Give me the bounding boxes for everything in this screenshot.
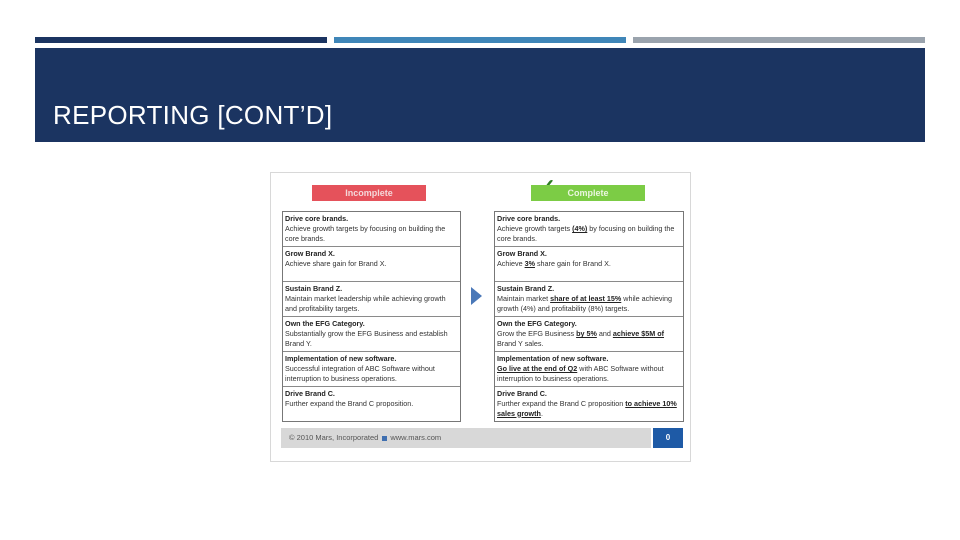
copyright-text: © 2010 Mars, Incorporated bbox=[289, 433, 379, 442]
goal-heading: Drive core brands. bbox=[497, 214, 561, 223]
page-number: 0 bbox=[653, 428, 683, 448]
goal-text: Successful integration of ABC Software without interruption to business operations. bbox=[285, 364, 435, 383]
list-item bbox=[495, 387, 683, 421]
measurable-target: by 5% bbox=[576, 329, 597, 338]
goal-heading: Drive core brands. bbox=[285, 214, 349, 223]
goal-heading: Own the EFG Category. bbox=[497, 319, 577, 328]
goal-heading: Grow Brand X. bbox=[497, 249, 547, 258]
list-item bbox=[283, 282, 460, 317]
footer-url: www.mars.com bbox=[390, 433, 442, 442]
list-item bbox=[495, 352, 683, 387]
list-item bbox=[495, 212, 683, 247]
measurable-target: share of at least 15% bbox=[550, 294, 622, 303]
goal-text: Maintain market share of at least 15% while achieving growth (4%) and profitability (8%) targets. bbox=[497, 294, 673, 313]
goal-text: Achieve growth targets (4%) by focusing on building the core brands. bbox=[497, 224, 675, 243]
goal-text: Further expand the Brand C proposition. bbox=[285, 399, 414, 408]
measurable-target: (4%) bbox=[572, 224, 588, 233]
arrow-right-icon bbox=[471, 287, 482, 305]
list-item bbox=[283, 352, 460, 387]
goal-heading: Drive Brand C. bbox=[285, 389, 335, 398]
list-item bbox=[495, 247, 683, 282]
goal-text: Further expand the Brand C proposition to achieve 10% sales growth. bbox=[497, 399, 677, 418]
goal-text: Go live at the end of Q2 with ABC Software without interruption to business operations. bbox=[497, 364, 664, 383]
list-item bbox=[283, 247, 460, 282]
figure-footer bbox=[281, 428, 651, 448]
accent-bar-blue bbox=[334, 37, 626, 43]
list-item bbox=[495, 282, 683, 317]
list-item bbox=[283, 212, 460, 247]
complete-header: Complete bbox=[531, 185, 645, 201]
accent-bar-grey bbox=[633, 37, 925, 43]
square-bullet-icon bbox=[382, 436, 387, 441]
title-band bbox=[35, 48, 925, 142]
goal-text: Achieve share gain for Brand X. bbox=[285, 259, 387, 268]
goal-heading: Sustain Brand Z. bbox=[285, 284, 343, 293]
incomplete-column bbox=[282, 211, 461, 422]
comparison-figure bbox=[270, 172, 691, 462]
measurable-target: Go live at the end of Q2 bbox=[497, 364, 578, 373]
goal-heading: Drive Brand C. bbox=[497, 389, 547, 398]
incomplete-header: Incomplete bbox=[312, 185, 426, 201]
list-item bbox=[283, 387, 460, 421]
measurable-target: achieve $5M of bbox=[612, 329, 665, 338]
goal-heading: Implementation of new software. bbox=[285, 354, 397, 363]
goal-heading: Sustain Brand Z. bbox=[497, 284, 555, 293]
goal-text: Achieve 3% share gain for Brand X. bbox=[497, 259, 611, 268]
goal-heading: Grow Brand X. bbox=[285, 249, 335, 258]
goal-text: Substantially grow the EFG Business and establish Brand Y. bbox=[285, 329, 448, 348]
goal-text: Grow the EFG Business by 5% and achieve $5M of Brand Y sales. bbox=[497, 329, 665, 348]
measurable-target: 3% bbox=[524, 259, 535, 268]
goal-text: Maintain market leadership while achieving growth and profitability targets. bbox=[285, 294, 446, 313]
list-item bbox=[495, 317, 683, 352]
list-item bbox=[283, 317, 460, 352]
slide-title: REPORTING [CONT’D] bbox=[53, 100, 333, 130]
goal-text: Achieve growth targets by focusing on building the core brands. bbox=[285, 224, 446, 243]
accent-bar-dark bbox=[35, 37, 327, 43]
measurable-target: to achieve 10% sales growth bbox=[497, 399, 677, 418]
goal-heading: Own the EFG Category. bbox=[285, 319, 365, 328]
complete-column bbox=[494, 211, 684, 422]
goal-heading: Implementation of new software. bbox=[497, 354, 609, 363]
